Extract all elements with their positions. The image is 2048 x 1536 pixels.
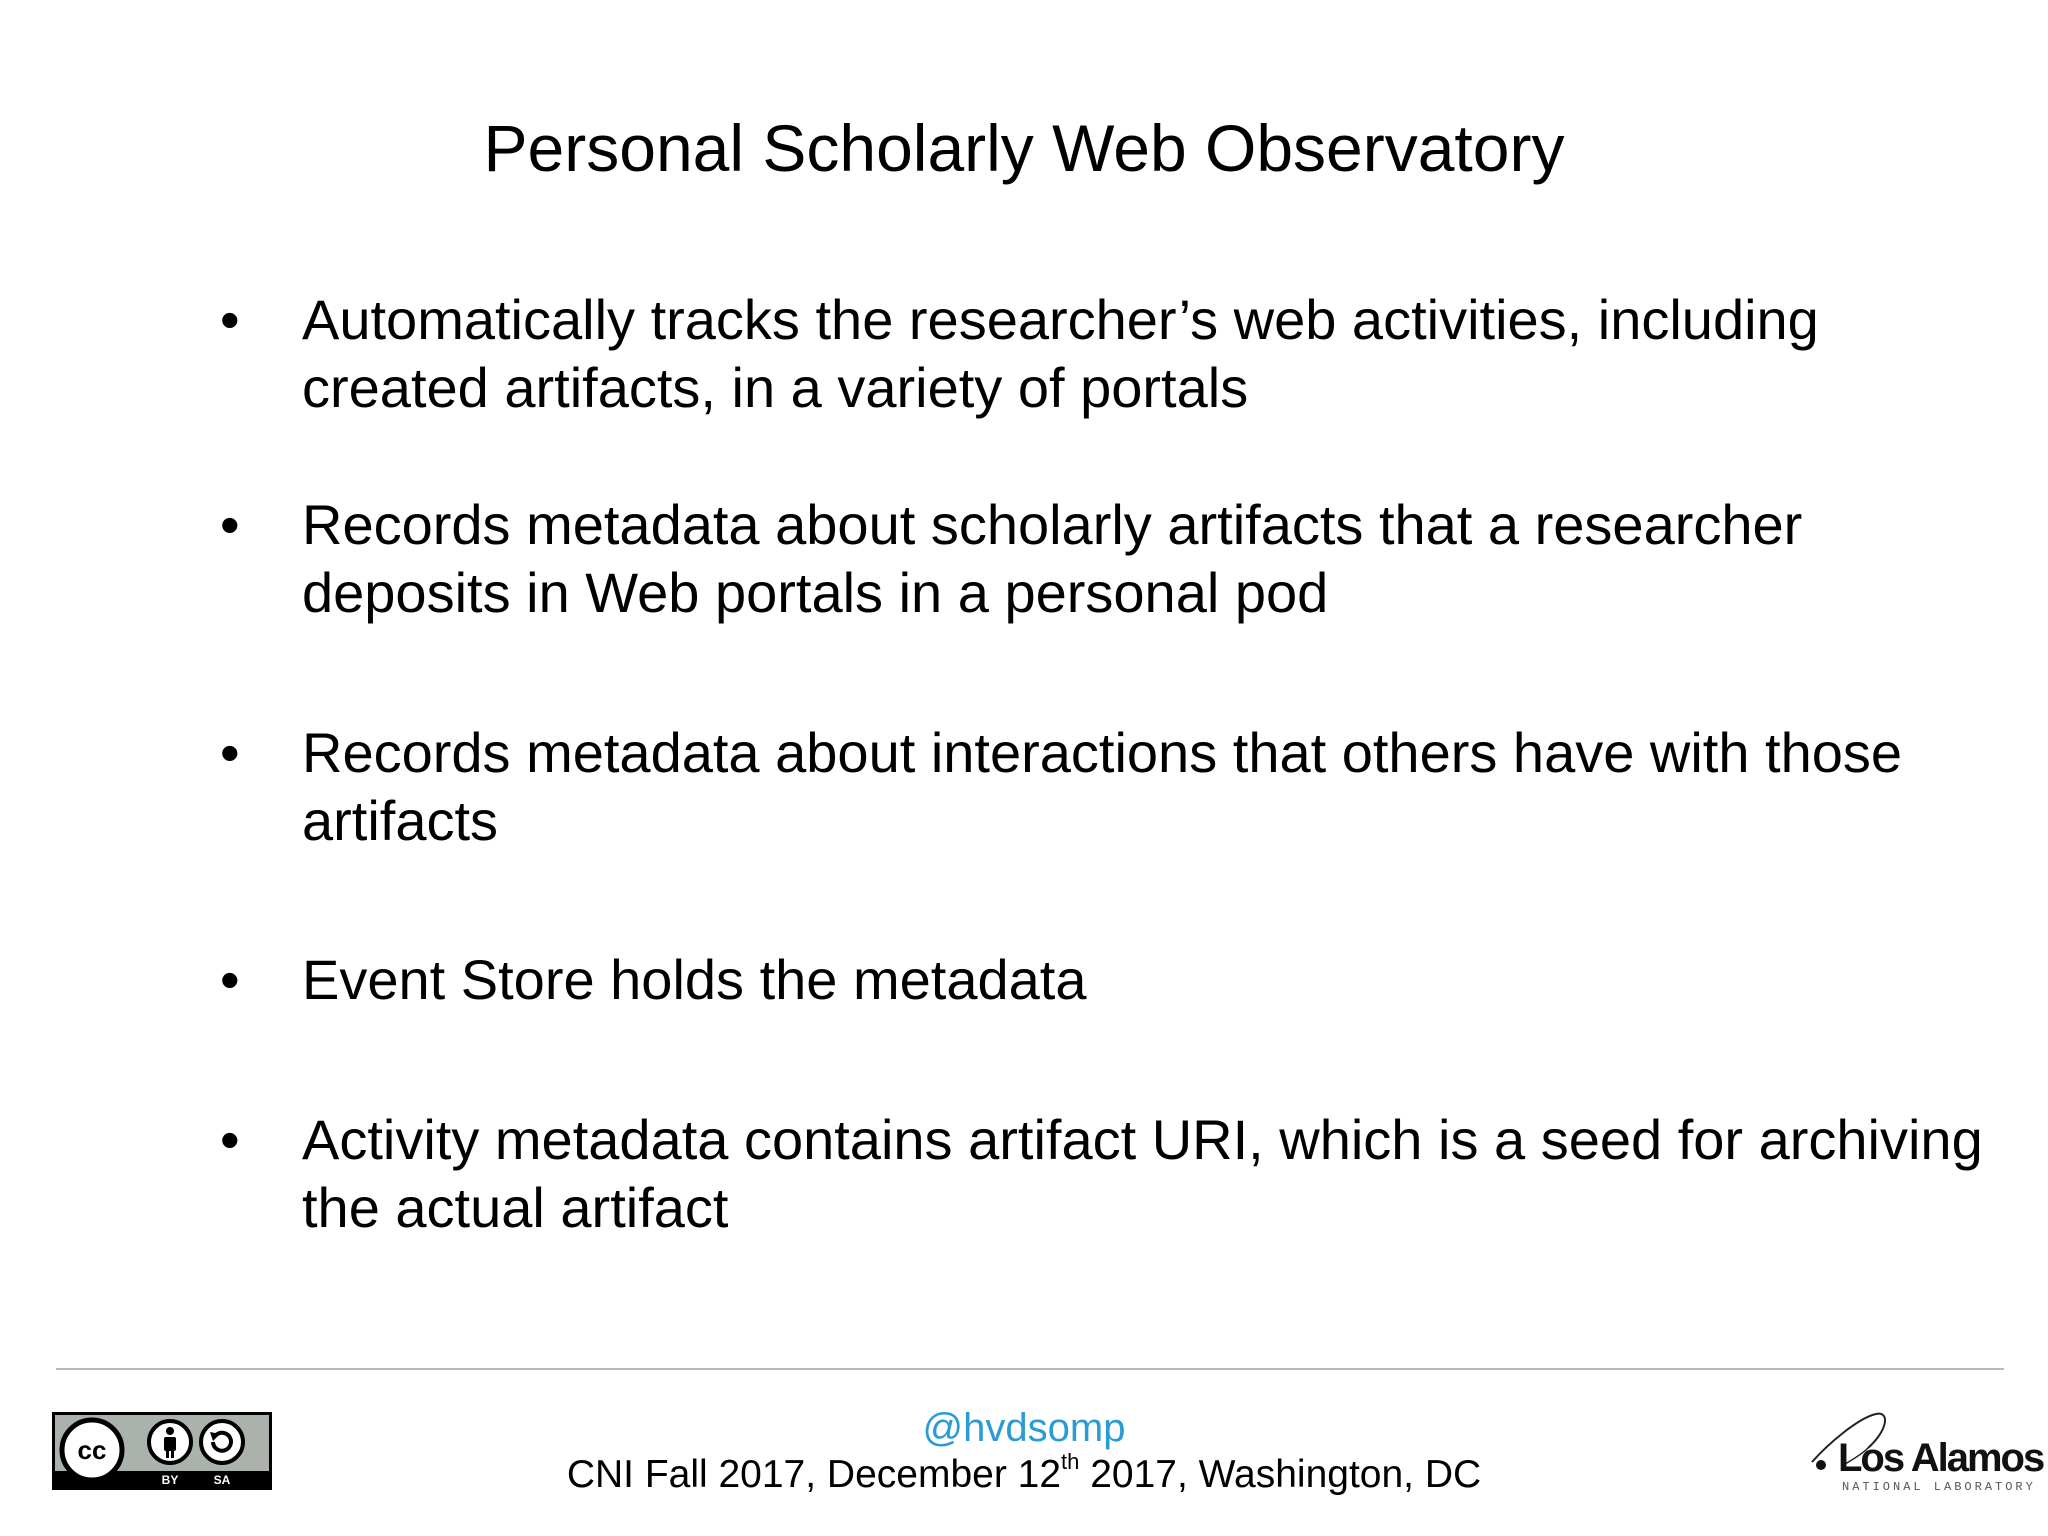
event-prefix: CNI Fall 2017, December 12 bbox=[566, 1453, 1062, 1496]
los-alamos-logo bbox=[1798, 1404, 2044, 1500]
event-line bbox=[0, 1451, 2048, 1499]
bullet-text: Records metadata about interactions that others have with those artifacts bbox=[302, 721, 1903, 852]
bullet-text: Automatically tracks the researcher’s web activities, including created artifacts, in a variety of portals bbox=[302, 288, 1819, 419]
event-suffix: 2017, Washington, DC bbox=[1079, 1453, 1482, 1496]
bullet-text: Event Store holds the metadata bbox=[302, 948, 1087, 1011]
bullet-marker: • bbox=[220, 288, 240, 351]
footer-divider bbox=[56, 1368, 2004, 1370]
slide-title: Personal Scholarly Web Observatory bbox=[483, 111, 1565, 185]
bullet-marker: • bbox=[220, 1108, 240, 1171]
logo-name: Los Alamos bbox=[1838, 1436, 2044, 1480]
logo-subtitle: NATIONAL LABORATORY bbox=[1842, 1480, 2036, 1494]
logo-dot bbox=[1816, 1460, 1826, 1470]
cc-icon-text: cc bbox=[77, 1435, 107, 1465]
event-superscript: th bbox=[1061, 1449, 1080, 1474]
sa-label: SA bbox=[213, 1473, 231, 1487]
twitter-handle[interactable]: @hvdsomp bbox=[922, 1406, 1126, 1450]
by-label: BY bbox=[161, 1473, 179, 1487]
bullet-text: Records metadata about scholarly artifacts that a researcher deposits in Web portals in a personal pod bbox=[302, 493, 1803, 624]
bullet-marker: • bbox=[220, 721, 240, 784]
bullet-text: Activity metadata contains artifact URI, which is a seed for archiving the actual artifact bbox=[302, 1108, 1983, 1239]
bullet-marker: • bbox=[220, 948, 240, 1011]
bullet-marker: • bbox=[220, 493, 240, 556]
